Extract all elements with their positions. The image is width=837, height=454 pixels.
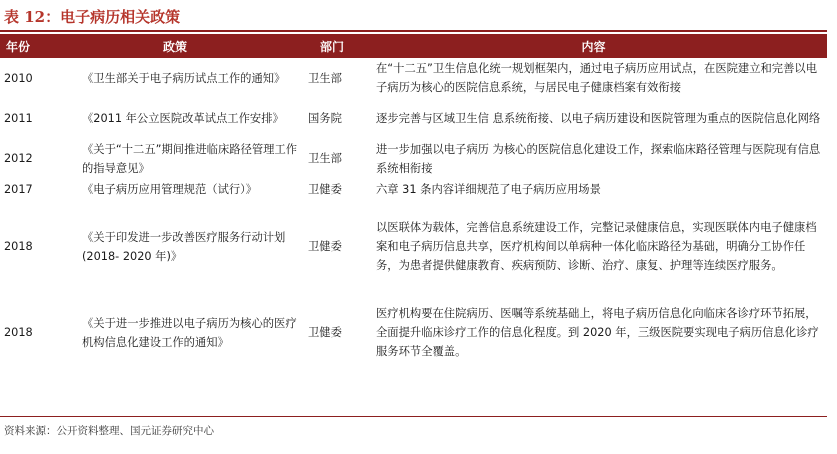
cell-year: 2010	[4, 71, 33, 85]
cell-policy: 《2011 年公立医院改革试点工作安排》	[82, 111, 284, 125]
cell-year: 2017	[4, 183, 33, 196]
cell-policy: 《电子病历应用管理规范（试行）》	[82, 183, 258, 196]
table-row	[0, 293, 827, 372]
header-year: 年份	[0, 34, 46, 58]
cell-policy: 《关于进一步推进以电子病历为核心的医疗机构信息化建设工作的通知》	[82, 316, 297, 349]
header-content: 内容	[360, 34, 827, 58]
table-row	[0, 58, 827, 98]
cell-year: 2018	[4, 326, 33, 339]
policy-table	[0, 34, 827, 372]
cell-dept: 卫健委	[308, 183, 342, 196]
cell-year: 2018	[4, 240, 33, 253]
cell-policy: 《关于“十二五”期间推进临床路径管理工作的指导意见》	[82, 142, 298, 175]
cell-content: 在“十二五”卫生信息化统一规划框架内，通过电子病历应用试点，在医院建立和完善以电子病历为核心的医院信息系统，与居民电子健康档案有效衔接	[376, 62, 817, 94]
cell-dept: 卫健委	[308, 326, 342, 339]
cell-dept: 国务院	[308, 111, 342, 125]
cell-year: 2011	[4, 111, 33, 125]
table-bottom-divider	[0, 416, 827, 417]
cell-content: 以医联体为载体，完善信息系统建设工作，完整记录健康信息，实现医联体内电子健康档案和电子病历信息共享，医疗机构间以单病种一体化临床路径为基础，明确分工协作任务，为患者提供健康教育、疾病预防、诊断、治疗、康复、护理等连续医疗服务。	[376, 221, 817, 272]
cell-dept: 卫健委	[308, 240, 342, 253]
table-title: 表 12：电子病历相关政策	[4, 8, 181, 26]
header-policy: 政策	[46, 34, 304, 58]
cell-policy: 《卫生部关于电子病历试点工作的通知》	[82, 71, 286, 85]
table-row	[0, 200, 827, 293]
cell-content: 进一步加强以电子病历 为核心的医院信息化建设工作，探索临床路径管理与医院现有信息系统相衔接	[376, 142, 821, 175]
cell-content: 六章 31 条内容详细规范了电子病历应用场景	[376, 183, 601, 196]
header-dept: 部门	[304, 34, 360, 58]
table-row	[0, 98, 827, 138]
cell-content: 逐步完善与区域卫生信 息系统衔接、以电子病历建设和医院管理为重点的医院信息化网络	[376, 111, 821, 125]
source-note: 资料来源：公开资料整理、国元证券研究中心	[4, 425, 214, 437]
table-row	[0, 179, 827, 200]
cell-year: 2012	[4, 152, 33, 165]
title-divider	[0, 30, 827, 32]
cell-dept: 卫生部	[308, 71, 342, 85]
table-row	[0, 138, 827, 179]
cell-content: 医疗机构要在住院病历、医嘱等系统基础上，将电子病历信息化向临床各诊疗环节拓展，全面提升临床诊疗工作的信息化程度。到 2020 年，三级医院要实现电子病历信息化诊疗服务环节全覆盖。	[376, 307, 819, 358]
cell-dept: 卫生部	[308, 152, 342, 165]
table-header-row	[0, 34, 827, 58]
cell-policy: 《关于印发进一步改善医疗服务行动计划(2018- 2020 年)》	[82, 230, 286, 263]
